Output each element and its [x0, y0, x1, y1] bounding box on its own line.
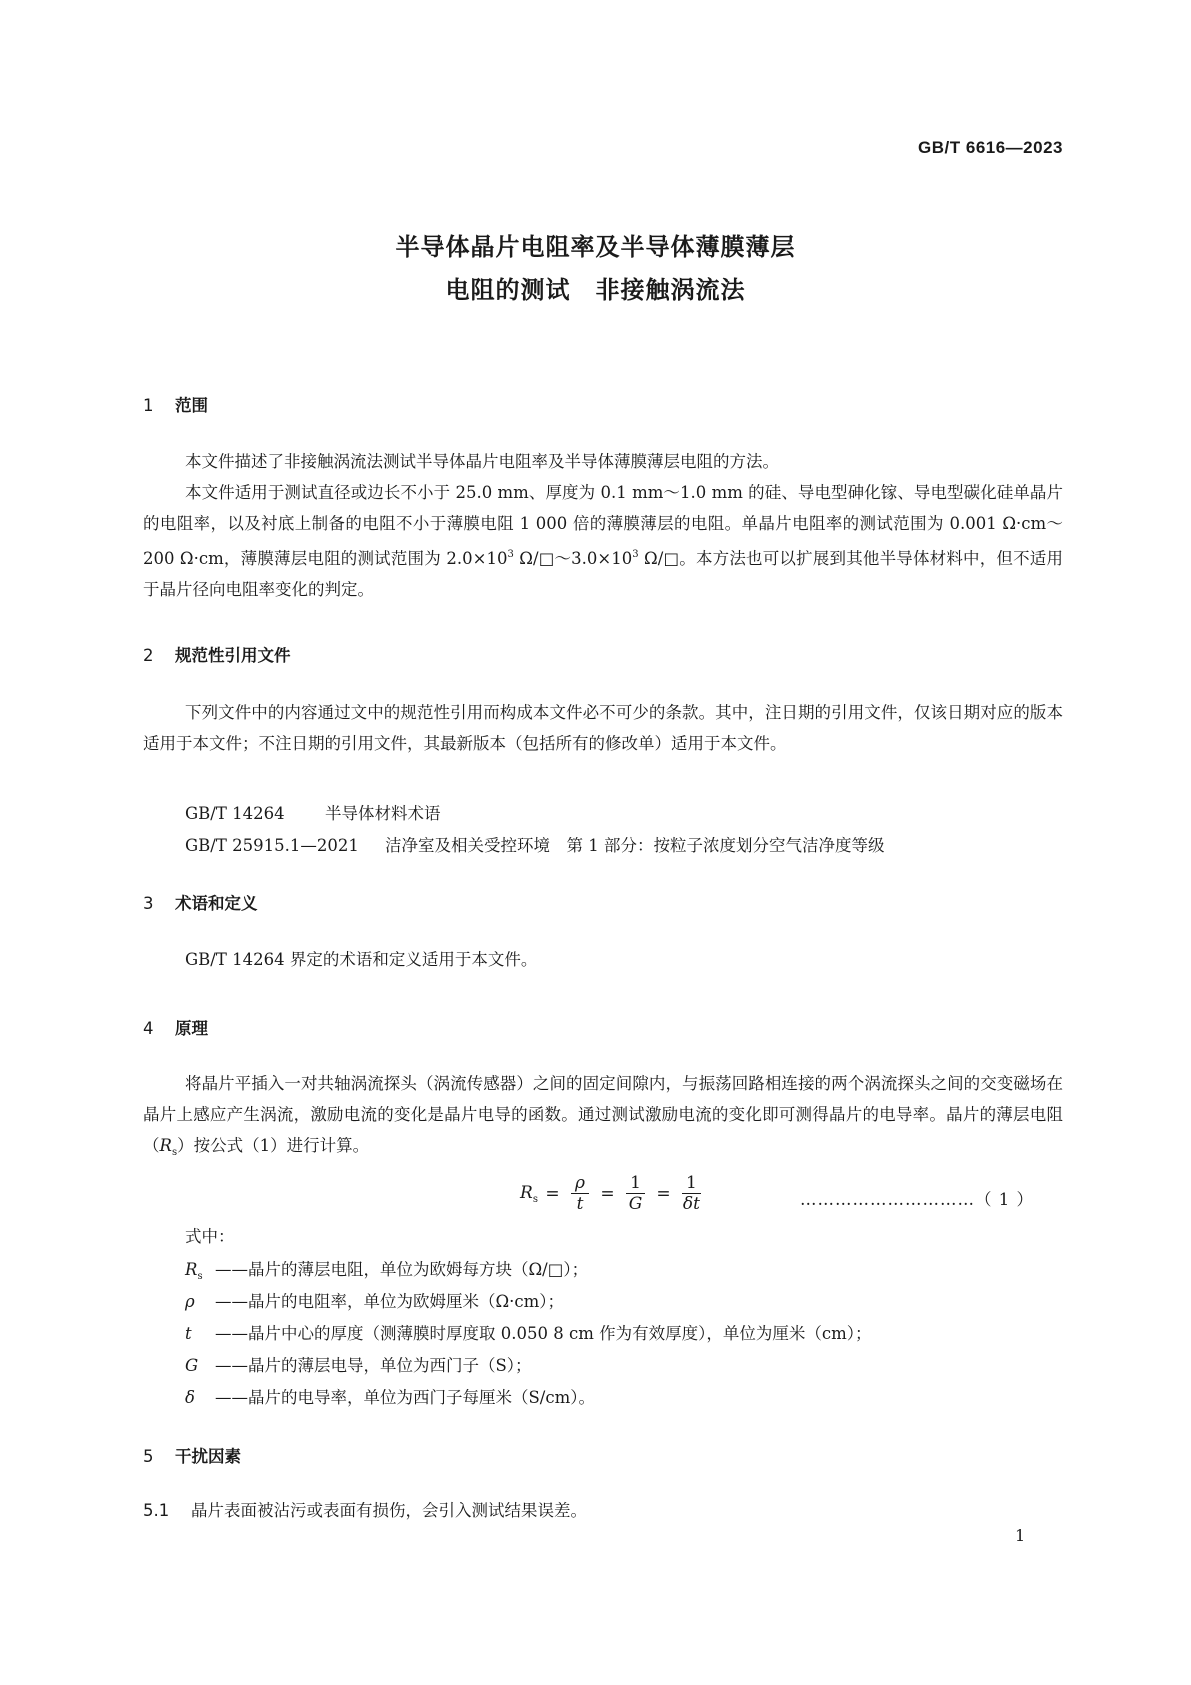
section-title: 规范性引用文件 [175, 646, 291, 665]
variable-definition: ρ ——晶片的电阻率，单位为欧姆厘米（Ω·cm）； [185, 1292, 565, 1311]
section-2-body [143, 697, 1063, 759]
reference-name: 半导体材料术语 [325, 804, 441, 823]
normative-reference [185, 800, 441, 824]
fraction: $\frac{\rho}{t}$ [571, 1173, 589, 1214]
formula-number: …………………………（ 1 ） [800, 1190, 1034, 1209]
section-1-body [143, 446, 1063, 605]
paragraph: 将晶片平插入一对共轴涡流探头（涡流传感器）之间的固定间隙内，与振荡回路相连接的两个涡流探头之间的交变磁场在晶片上感应产生涡流，激励电流的变化是晶片电导的函数。通过测试激励电流的变化即可测得晶片的电导率。晶片的薄层电阻$(R_s)$按公式（1）进行计算。 [143, 1074, 1063, 1158]
formula-1: $R_s$ = $\frac{\rho}{t}$ = $\frac{1}{G}$ = $\frac{1}{\delta t}$ [520, 1173, 700, 1214]
document-title-line2: 电阻的测试 非接触涡流法 [445, 276, 746, 304]
reference-name: 洁净室及相关受控环境 第 1 部分：按粒子浓度划分空气洁净度等级 [385, 836, 885, 855]
section-title: 干扰因素 [175, 1447, 241, 1466]
document-title-line1: 半导体晶片电阻率及半导体薄膜薄层 [395, 233, 796, 261]
section-title: 术语和定义 [175, 894, 258, 913]
variable-definition: G ——晶片的薄层电导，单位为西门子（S）； [185, 1356, 532, 1375]
fraction: $\frac{1}{\delta t}$ [682, 1173, 700, 1214]
subsection-5-1 [143, 1497, 587, 1521]
section-2-heading [143, 642, 291, 666]
paragraph: 本文件适用于测试直径或边长不小于 25.0 mm、厚度为 0.1 mm～1.0 mm 的硅、导电型砷化镓、导电型碳化硅单晶片的电阻率，以及衬底上制备的电阻不小于薄膜电阻 1 000 倍的薄膜薄层的电阻。单晶片电阻率的测试范围为 0.001 Ω·cm～200 Ω·cm，薄膜薄层电阻的测试范围为 $2.0\times 10^3$ $\Omega/□\sim 3.0\times 10^3$ Ω/□。本方法也可以扩展到其他半导体材料中，但不适用于晶片径向电阻率变化的判定。 [143, 483, 1064, 599]
subsection-text: 晶片表面被沾污或表面有损伤，会引入测试结果误差。 [191, 1501, 587, 1520]
variable-definition: t ——晶片中心的厚度（测薄膜时厚度取 0.050 8 cm 作为有效厚度），单位为厘米（cm）； [185, 1324, 872, 1343]
section-number: 3 [143, 894, 154, 913]
reference-code: GB/T 25915.1—2021 [185, 836, 359, 855]
paragraph: 下列文件中的内容通过文中的规范性引用而构成本文件必不可少的条款。其中，注日期的引用文件，仅该日期对应的版本适用于本文件；不注日期的引用文件，其最新版本（包括所有的修改单）适用于本文件。 [143, 703, 1063, 753]
section-4-body [143, 1068, 1063, 1168]
section-number: 5 [143, 1447, 154, 1466]
paragraph: GB/T 14264 界定的术语和定义适用于本文件。 [185, 950, 538, 969]
section-number: 4 [143, 1019, 154, 1038]
section-number: 2 [143, 646, 154, 665]
normative-reference [185, 832, 885, 856]
formula-lhs: R [520, 1183, 533, 1203]
section-5-heading [143, 1443, 241, 1467]
subsection-number: 5.1 [143, 1501, 170, 1520]
section-number: 1 [143, 396, 154, 415]
paragraph: 本文件描述了非接触涡流法测试半导体晶片电阻率及半导体薄膜薄层电阻的方法。 [185, 452, 779, 471]
where-label: 式中： [185, 1227, 235, 1246]
section-3-heading [143, 890, 258, 914]
section-1-heading [143, 392, 208, 416]
section-title: 原理 [175, 1019, 208, 1038]
section-title: 范围 [175, 396, 208, 415]
section-4-heading [143, 1015, 208, 1039]
variable-definition: $R_s$ ——晶片的薄层电阻，单位为欧姆每方块（Ω/□）； [185, 1260, 589, 1282]
fraction: $\frac{1}{G}$ [626, 1173, 645, 1214]
page-number: 1 [1015, 1526, 1026, 1545]
variable-definition: δ ——晶片的电导率，单位为西门子每厘米（S/cm）。 [185, 1388, 595, 1407]
standard-number: GB/T 6616—2023 [918, 138, 1063, 157]
reference-code: GB/T 14264 [185, 804, 285, 823]
